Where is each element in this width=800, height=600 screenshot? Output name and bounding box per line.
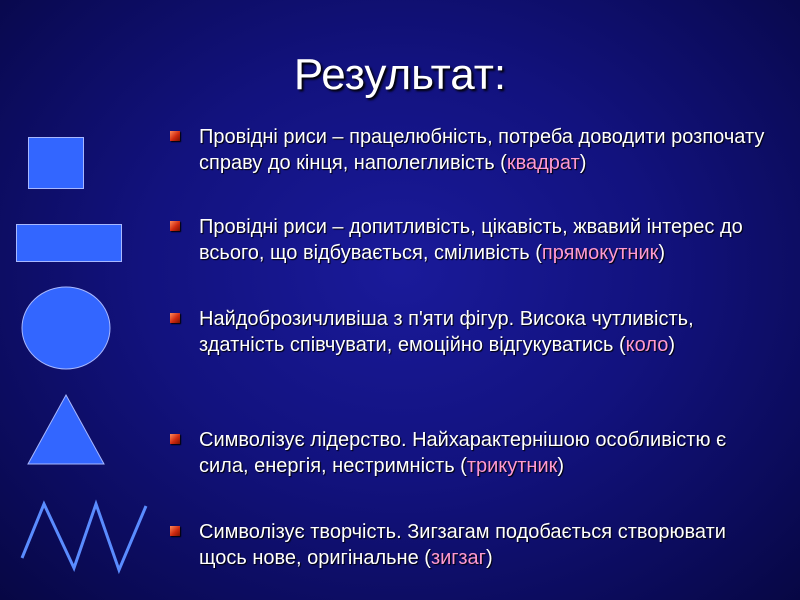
highlight-square: квадрат <box>506 152 580 174</box>
bullet-marker <box>170 221 180 231</box>
bullet-text: Символізує творчість. Зигзагам подобається створювати щось нове, оригінальне (зигзаг) <box>199 521 726 569</box>
zigzag-shape <box>16 498 156 576</box>
bullet-text: Провідні риси – допитливість, цікавість, жвавий інтерес до всього, що відбувається, сміливість (прямокутник) <box>199 216 743 264</box>
bullet-marker <box>170 313 180 323</box>
bullet-triangle <box>170 427 770 479</box>
slide-title: Результат: <box>293 50 507 99</box>
bullet-marker <box>170 526 180 536</box>
bullet-marker <box>170 434 180 444</box>
rectangle-shape <box>16 224 122 262</box>
highlight-triangle: трикутник <box>466 455 558 477</box>
bullet-rectangle <box>170 214 770 266</box>
highlight-circle: коло <box>625 334 669 356</box>
bullet-text: Провідні риси – працелюбність, потреба доводити розпочату справу до кінця, наполегливість (квадрат) <box>199 126 765 174</box>
bullet-text: Символізує лідерство. Найхарактернішою особливістю є сила, енергія, нестримність (трикутник) <box>199 429 727 477</box>
square-shape <box>28 137 84 189</box>
triangle-shape <box>24 392 110 466</box>
bullet-marker <box>170 131 180 141</box>
bullet-zigzag <box>170 519 770 571</box>
bullet-circle <box>170 306 770 358</box>
highlight-rectangle: прямокутник <box>541 242 659 264</box>
highlight-zigzag: зигзаг <box>430 547 486 569</box>
bullet-square <box>170 124 770 176</box>
bullet-text: Найдоброзичливіша з п'яти фігур. Висока чутливість, здатність співчувати, емоційно відгукуватись (коло) <box>199 308 694 356</box>
circle-shape <box>18 284 118 374</box>
